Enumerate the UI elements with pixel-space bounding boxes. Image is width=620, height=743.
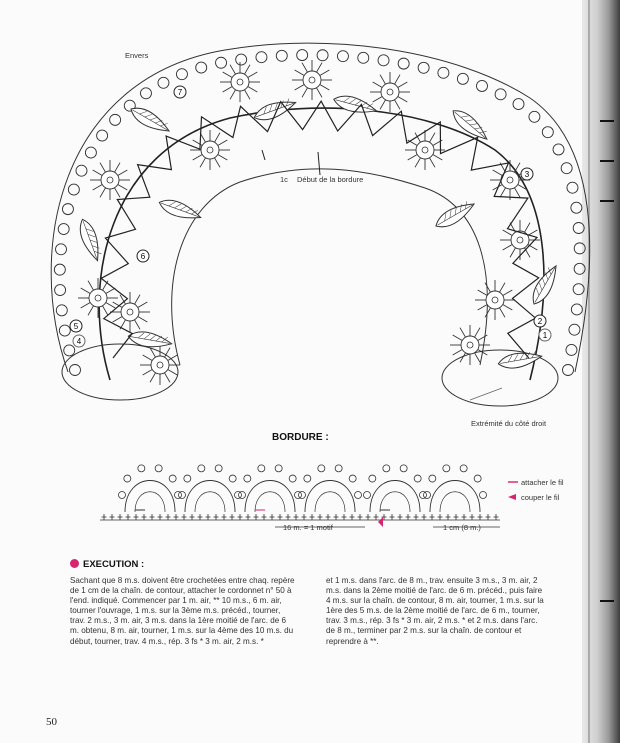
picot-loop xyxy=(561,163,572,174)
leaf-motif xyxy=(252,96,298,124)
bullet-icon xyxy=(70,559,79,568)
picot-loop xyxy=(574,243,585,254)
flower-motif xyxy=(450,325,490,365)
picot-loop xyxy=(567,182,578,193)
picot-loop xyxy=(566,344,577,355)
picot-loop xyxy=(297,50,308,61)
bordure-motif xyxy=(119,465,242,512)
marker-3 xyxy=(521,168,533,180)
picot-loop xyxy=(70,365,81,376)
zigzag-bars xyxy=(101,101,539,358)
flower-motif xyxy=(220,62,260,102)
picot-loop xyxy=(85,147,96,158)
picot-loop xyxy=(62,204,73,215)
measure-motif: 16 m. = 1 motif xyxy=(283,523,333,532)
right-end-lobe xyxy=(442,350,558,406)
leaf-motif xyxy=(332,93,378,118)
picot-loop xyxy=(569,324,580,335)
picot-loop xyxy=(58,224,69,235)
execution-heading: EXECUTION : xyxy=(70,559,144,570)
outer-picot-edge xyxy=(54,50,585,376)
picot-loop xyxy=(64,345,75,356)
marker-7 xyxy=(174,86,186,98)
leaf-motifs xyxy=(73,93,562,371)
svg-text:2: 2 xyxy=(537,317,543,326)
marker-5 xyxy=(70,320,82,332)
page-number: 50 xyxy=(46,716,57,728)
svg-text:7: 7 xyxy=(177,88,183,97)
picot-loop xyxy=(542,127,553,138)
svg-text:4: 4 xyxy=(76,337,82,346)
picot-loop xyxy=(196,62,207,73)
picot-loop xyxy=(56,305,67,316)
picot-loop xyxy=(563,365,574,376)
picot-loop xyxy=(256,52,267,63)
flower-motif xyxy=(475,280,515,320)
bordure-motif xyxy=(239,465,362,512)
flower-motif xyxy=(405,130,445,170)
flower-motif xyxy=(140,345,180,385)
bordure-chart xyxy=(100,465,500,527)
label-debut: Début de la bordure xyxy=(297,175,364,184)
picot-loop xyxy=(68,184,79,195)
picot-loop xyxy=(438,67,449,78)
label-envers: Envers xyxy=(125,51,149,60)
picot-loop xyxy=(495,89,506,100)
picot-loop xyxy=(176,69,187,80)
cut-thread-symbol xyxy=(508,494,516,500)
picot-loop xyxy=(276,50,287,61)
marker-1 xyxy=(539,329,551,341)
instructions-column-1: Sachant que 8 m.s. doivent être crochetées entre chaq. repère de 1 cm de la chaîn. de contour, attacher le cordonnet n° 50 à l'end. indiqué. Commencer par 1 m. air, ** 10 m.s., 6 m. air, tourner l'ouvrage, 1 m.s. sur la 3ème m.s. précéd., tourner, trav. 2 m.s., 3 m. air, 3 m.s. dans la 1ère moitié de l'arc. de 6 m. obtenu, 8 m. air, tourner, 1 m.s. sur la 4ème des 10 m.s. du début, tourner, trav. 4 m.s., rép. 3 fs * 3 m. air, 2 m.s. * xyxy=(70,576,295,646)
picot-loop xyxy=(398,58,409,69)
picot-loop xyxy=(358,52,369,63)
leaf-motif xyxy=(127,103,172,137)
start-pointer xyxy=(318,152,320,175)
picot-loop xyxy=(573,284,584,295)
flower-motif xyxy=(90,160,130,200)
end-pointer xyxy=(470,388,502,400)
measure-cm: 1 cm (8 m.) xyxy=(443,523,481,532)
marker-6 xyxy=(137,250,149,262)
picot-loop xyxy=(476,80,487,91)
label-1c: 1c xyxy=(280,175,288,184)
flower-motif xyxy=(292,60,332,100)
marker-4 xyxy=(73,335,85,347)
legend-attach: attacher le fil xyxy=(521,478,564,487)
picot-loop xyxy=(54,264,65,275)
svg-text:6: 6 xyxy=(140,252,146,261)
picot-loop xyxy=(97,130,108,141)
instructions-column-2: et 1 m.s. dans l'arc. de 8 m., trav. ensuite 3 m.s., 3 m. air, 2 m.s. dans la 2ème moitié de l'arc. de 6 m. précéd., puis faire 4 m.s. sur la chaîn. de contour, 8 m. air, tourner, 1 m.s. sur la 1ère des 5 m.s. de la 2ème moitié de l'arc. de 6 m., tourner, trav. 3 m.s., rép. 3 fs * 3 m. air, 2 m.s. * et 2 m.s. dans l'arc. de 8 m., terminer par 2 m.s. sur la chaîn. de contour et reprendre à **. xyxy=(326,576,544,646)
leaf-motif xyxy=(76,217,104,263)
picot-loop xyxy=(110,114,121,125)
picot-loop xyxy=(216,57,227,68)
picot-loop xyxy=(158,77,169,88)
picot-loop xyxy=(553,144,564,155)
picot-loop xyxy=(571,202,582,213)
flower-motif xyxy=(190,130,230,170)
picot-loop xyxy=(378,55,389,66)
picot-loop xyxy=(236,54,247,65)
marker-2 xyxy=(534,315,546,327)
bordure-motif xyxy=(364,465,487,512)
start-pointer xyxy=(262,150,265,160)
picot-loop xyxy=(418,62,429,73)
picot-loop xyxy=(529,111,540,122)
picot-loop xyxy=(55,285,66,296)
picot-loop xyxy=(574,263,585,274)
inner-band xyxy=(172,169,488,365)
outer-band xyxy=(51,43,590,372)
flower-motif xyxy=(370,72,410,112)
cut-marker xyxy=(378,517,383,527)
picot-loop xyxy=(573,222,584,233)
picot-loop xyxy=(76,165,87,176)
bordure-title: BORDURE : xyxy=(272,432,329,443)
svg-text:1: 1 xyxy=(542,331,548,340)
flower-motif xyxy=(490,160,530,200)
svg-text:3: 3 xyxy=(524,170,530,179)
picot-loop xyxy=(140,88,151,99)
picot-loop xyxy=(513,99,524,110)
leaf-motif xyxy=(157,196,203,224)
picot-loop xyxy=(317,50,328,61)
leaf-motif xyxy=(528,262,562,307)
picot-loop xyxy=(457,73,468,84)
svg-text:5: 5 xyxy=(73,322,79,331)
leaf-motif xyxy=(449,105,492,144)
picot-loop xyxy=(571,304,582,315)
picot-loop xyxy=(59,325,70,336)
label-extremite: Extrémité du côté droit xyxy=(471,419,547,428)
picot-loop xyxy=(56,244,67,255)
zigzag-bar xyxy=(101,101,539,358)
picot-loop xyxy=(337,51,348,62)
legend-cut: couper le fil xyxy=(521,493,560,502)
